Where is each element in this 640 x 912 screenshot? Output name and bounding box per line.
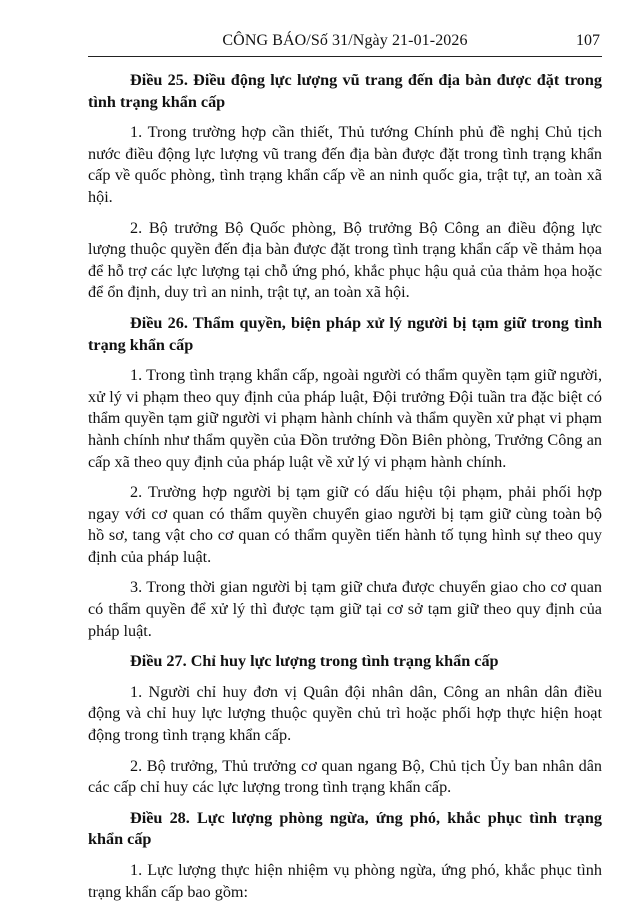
article-heading: Điều 28. Lực lượng phòng ngừa, ứng phó, khắc phục tình trạng khẩn cấp: [88, 808, 602, 849]
document-body: [88, 70, 602, 912]
paragraph: 2. Trường hợp người bị tạm giữ có dấu hiệu tội phạm, phải phối hợp ngay với cơ quan có thẩm quyền chuyển giao người bị tạm giữ cùng toàn bộ hồ sơ, tang vật cho cơ quan có thẩm quyền tiến hành tố tụng hình sự theo quy định của pháp luật.: [88, 483, 602, 566]
paragraph: 1. Trong trường hợp cần thiết, Thủ tướng Chính phủ đề nghị Chủ tịch nước điều động lực lượng vũ trang đến địa bàn được đặt trong tình trạng khẩn cấp về quốc phòng, tình trạng khẩn cấp về an ninh quốc gia, trật tự, an toàn xã hội.: [88, 123, 602, 206]
article-28: [88, 808, 602, 903]
paragraph: 1. Người chỉ huy đơn vị Quân đội nhân dân, Công an nhân dân điều động và chỉ huy lực lượng thuộc quyền chủ trì hoặc phối hợp thực hiện hoạt động trong tình trạng khẩn cấp.: [88, 682, 602, 745]
article-heading: Điều 25. Điều động lực lượng vũ trang đến địa bàn được đặt trong tình trạng khẩn cấp: [88, 71, 602, 111]
page-number: 107: [576, 32, 600, 49]
article-heading: Điều 26. Thẩm quyền, biện pháp xử lý người bị tạm giữ trong tình trạng khẩn cấp: [88, 313, 602, 354]
paragraph: 2. Bộ trưởng, Thủ trưởng cơ quan ngang Bộ, Chủ tịch Ủy ban nhân dân các cấp chỉ huy các lực lượng trong tình trạng khẩn cấp.: [88, 756, 602, 797]
article-25: [88, 70, 602, 304]
article-27: [88, 651, 602, 799]
gazette-title: CÔNG BÁO/Số 31/Ngày 21-01-2026: [222, 32, 468, 49]
article-26: [88, 313, 602, 642]
paragraph: 1. Lực lượng thực hiện nhiệm vụ phòng ngừa, ứng phó, khắc phục tình trạng khẩn cấp bao gồm:: [88, 861, 602, 901]
paragraph: 3. Trong thời gian người bị tạm giữ chưa được chuyển giao cho cơ quan có thẩm quyền để xử lý thì được tạm giữ tại cơ sở tạm giữ theo quy định của pháp luật.: [88, 578, 602, 640]
page-header: [88, 30, 602, 57]
paragraph: 2. Bộ trưởng Bộ Quốc phòng, Bộ trưởng Bộ Công an điều động lực lượng thuộc quyền đến địa bàn được đặt trong tình trạng khẩn cấp về thảm họa để hỗ trợ các lực lượng tại chỗ ứng phó, khắc phục hậu quả của thảm họa hoặc để ổn định, duy trì an ninh, trật tự, an toàn xã hội.: [88, 218, 602, 302]
paragraph: 1. Trong tình trạng khẩn cấp, ngoài người có thẩm quyền tạm giữ người, xử lý vi phạm theo quy định của pháp luật, Đội trưởng Đội tuần tra đặc biệt có thẩm quyền tạm giữ người vi phạm hành chính và thẩm quyền xử phạt vi phạm hành chính như thẩm quyền của Đồn trưởng Đồn Biên phòng, Trưởng Công an cấp xã theo quy định của pháp luật về xử lý vi phạm hành chính.: [88, 366, 602, 471]
article-heading: Điều 27. Chỉ huy lực lượng trong tình trạng khẩn cấp: [130, 652, 499, 671]
